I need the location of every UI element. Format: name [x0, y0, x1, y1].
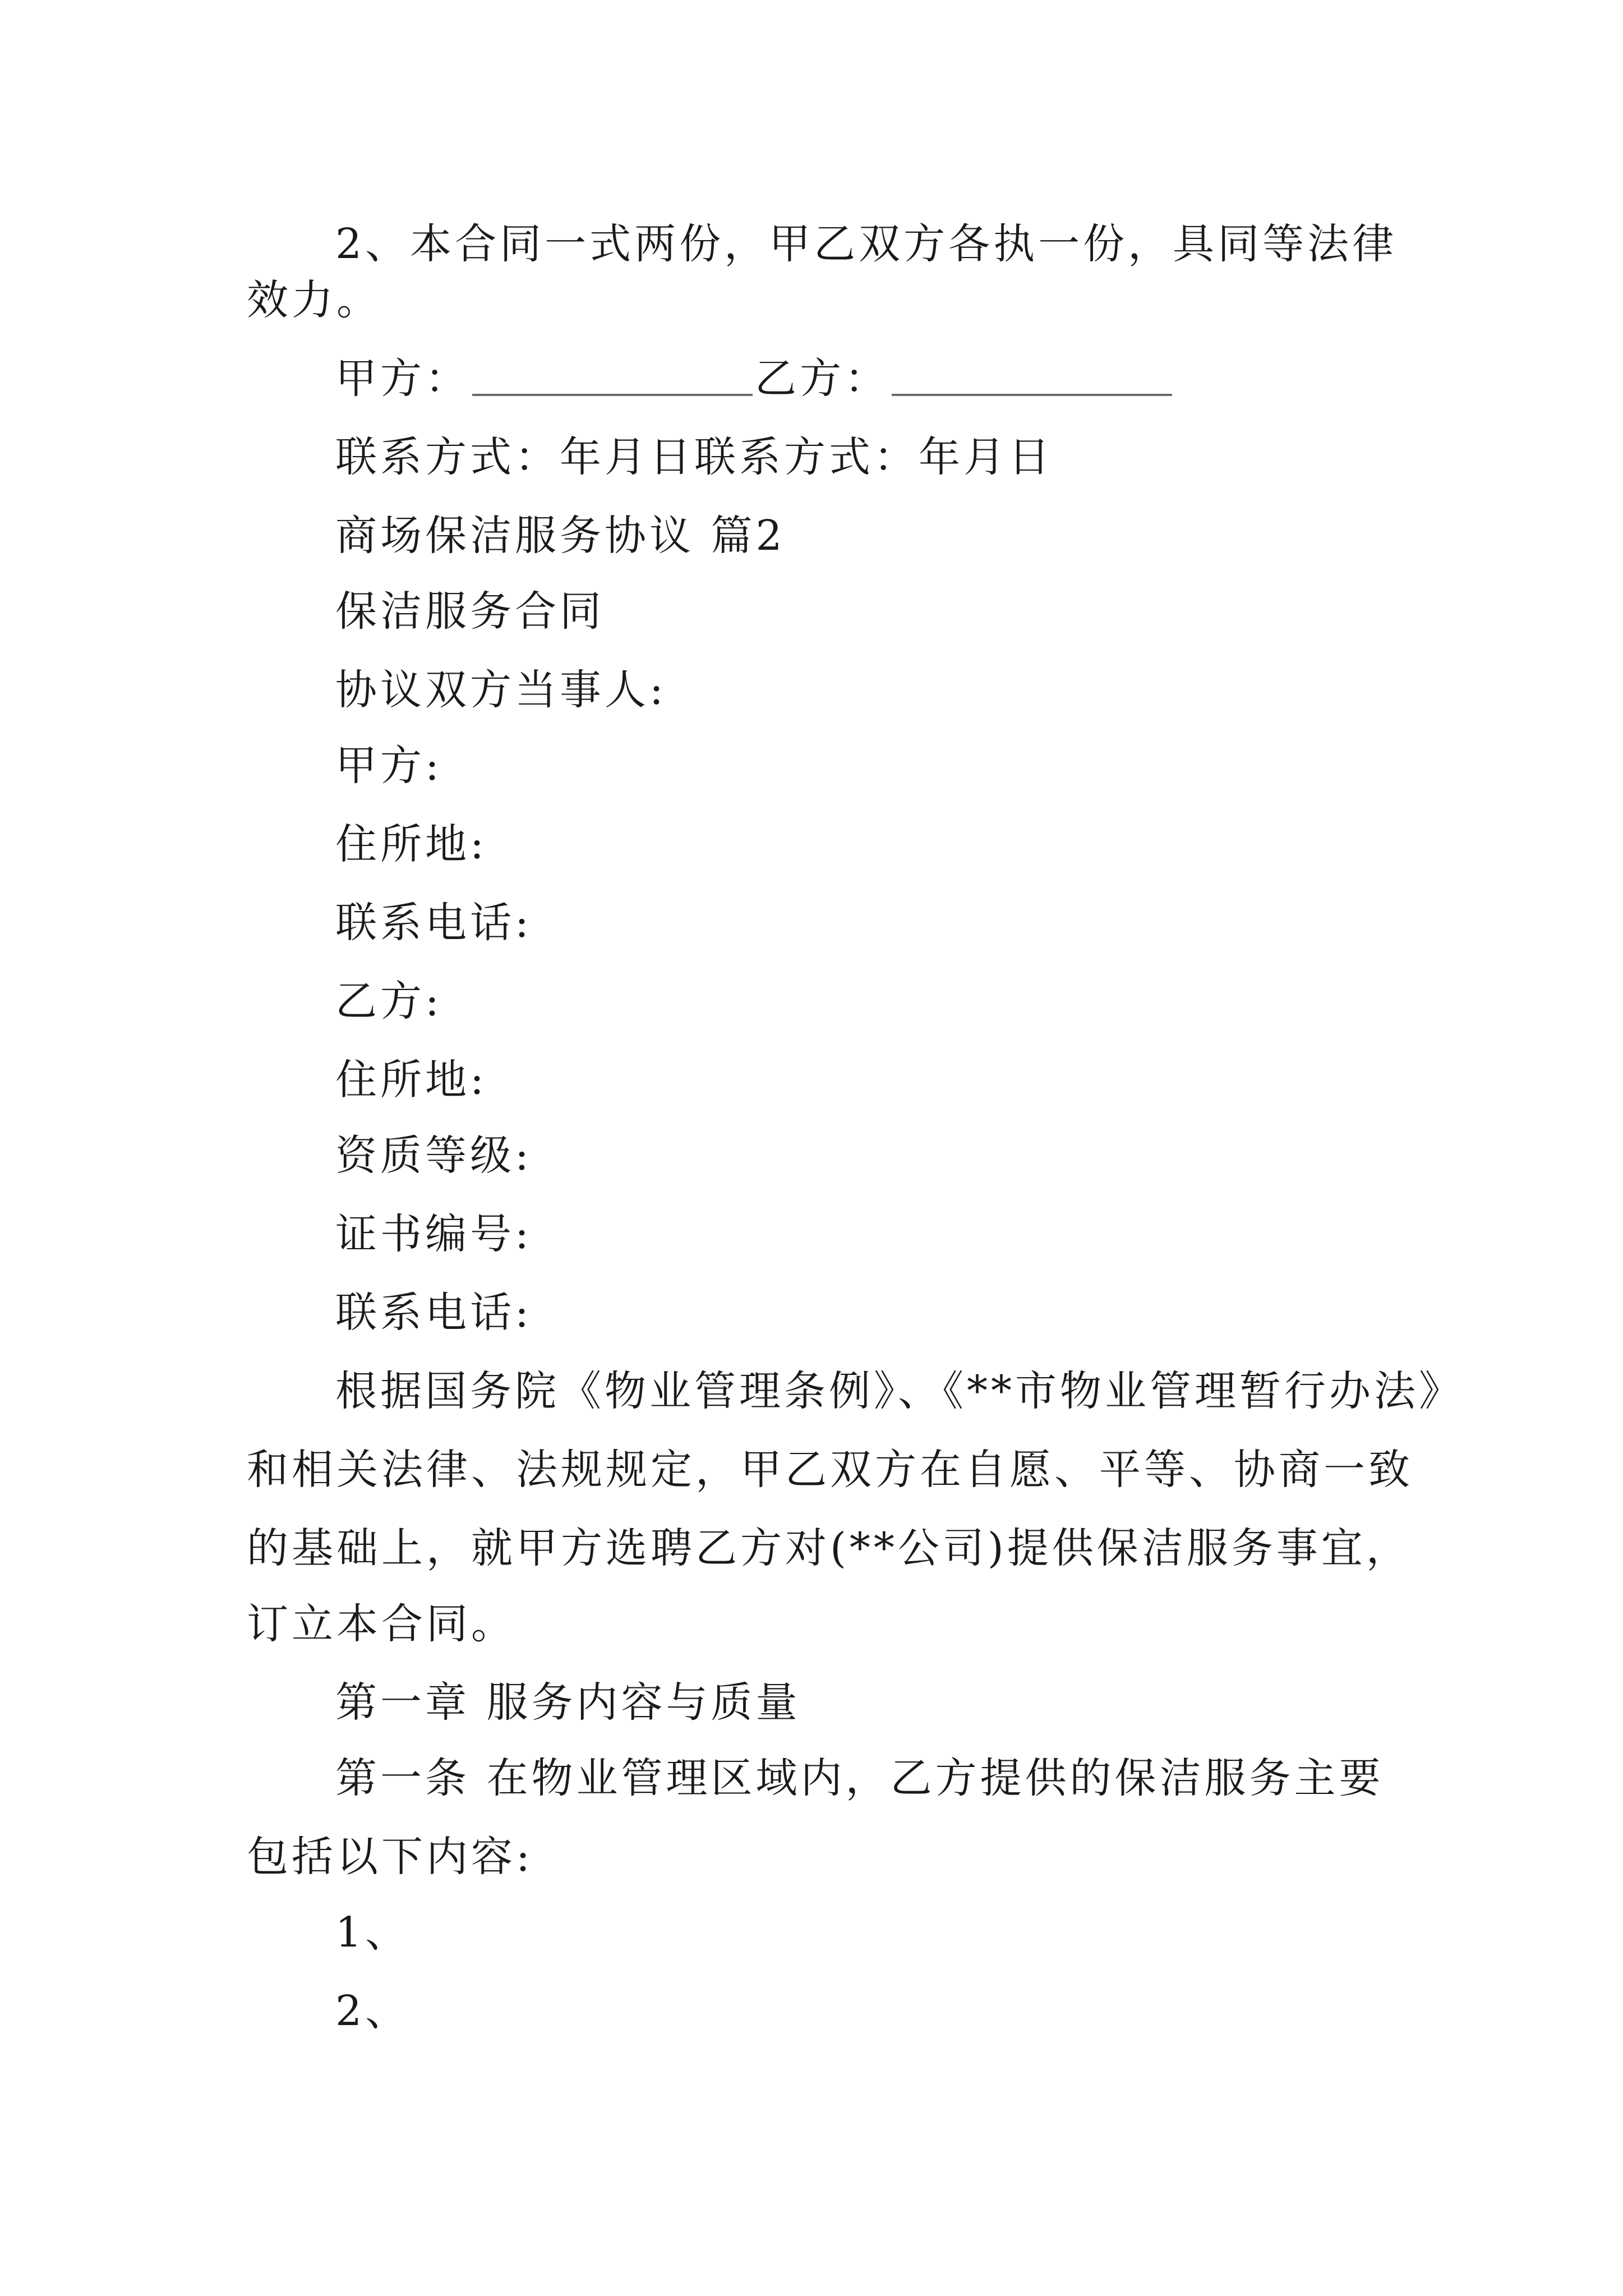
text-line: 的基础上，就甲方选聘乙方对(**公司)提供保洁服务事宜， — [247, 1524, 1411, 1572]
text-line: 资质等级: — [335, 1131, 532, 1180]
text-line: 联系电话: — [335, 1289, 532, 1337]
text-line: 和相关法律、法规规定，甲乙双方在自愿、平等、协商一致 — [247, 1446, 1413, 1494]
text-line: 效力。 — [247, 276, 381, 324]
text-line: 第一条 在物业管理区域内，乙方提供的保洁服务主要 — [335, 1754, 1384, 1802]
text-line: 第一章 服务内容与质量 — [335, 1678, 801, 1727]
text-line: 订立本合同。 — [247, 1600, 516, 1648]
text-line: 包括以下内容: — [247, 1833, 533, 1881]
text-line: 住所地: — [335, 820, 487, 868]
party-a-blank — [472, 394, 753, 396]
text-line: 保洁服务合同 — [335, 587, 605, 636]
text-line: 2、本合同一式两份，甲乙双方各执一份，具同等法律 — [335, 220, 1398, 268]
party-a-label: 甲方： — [335, 355, 470, 403]
text-line: 商场保洁服务协议 篇2 — [335, 512, 786, 560]
text-line: 2、 — [335, 1987, 411, 2035]
text-line: 1、 — [335, 1908, 411, 1957]
party-b-label: 乙方： — [755, 355, 889, 403]
text-line: 联系方式：年月日联系方式：年月日 — [335, 433, 1053, 481]
text-line: 乙方: — [335, 977, 442, 1025]
signature-line — [0, 351, 1623, 407]
text-line: 证书编号: — [335, 1210, 532, 1258]
text-line: 联系电话: — [335, 899, 532, 947]
text-line: 住所地: — [335, 1056, 487, 1104]
text-line: 协议双方当事人: — [335, 666, 667, 714]
text-line: 根据国务院《物业管理条例》、《**市物业管理暂行办法》 — [335, 1367, 1464, 1415]
party-b-blank — [892, 394, 1172, 396]
text-line: 甲方: — [335, 742, 442, 790]
